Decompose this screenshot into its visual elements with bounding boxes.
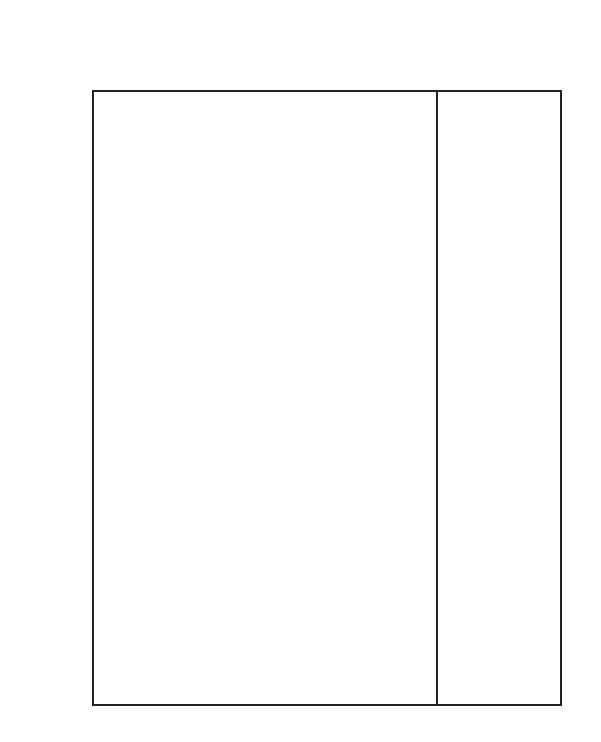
page-number xyxy=(262,66,322,88)
main-text-column xyxy=(98,96,432,700)
marginal-commentary-column xyxy=(442,96,556,700)
catchword xyxy=(104,706,134,724)
column-divider xyxy=(436,90,438,706)
